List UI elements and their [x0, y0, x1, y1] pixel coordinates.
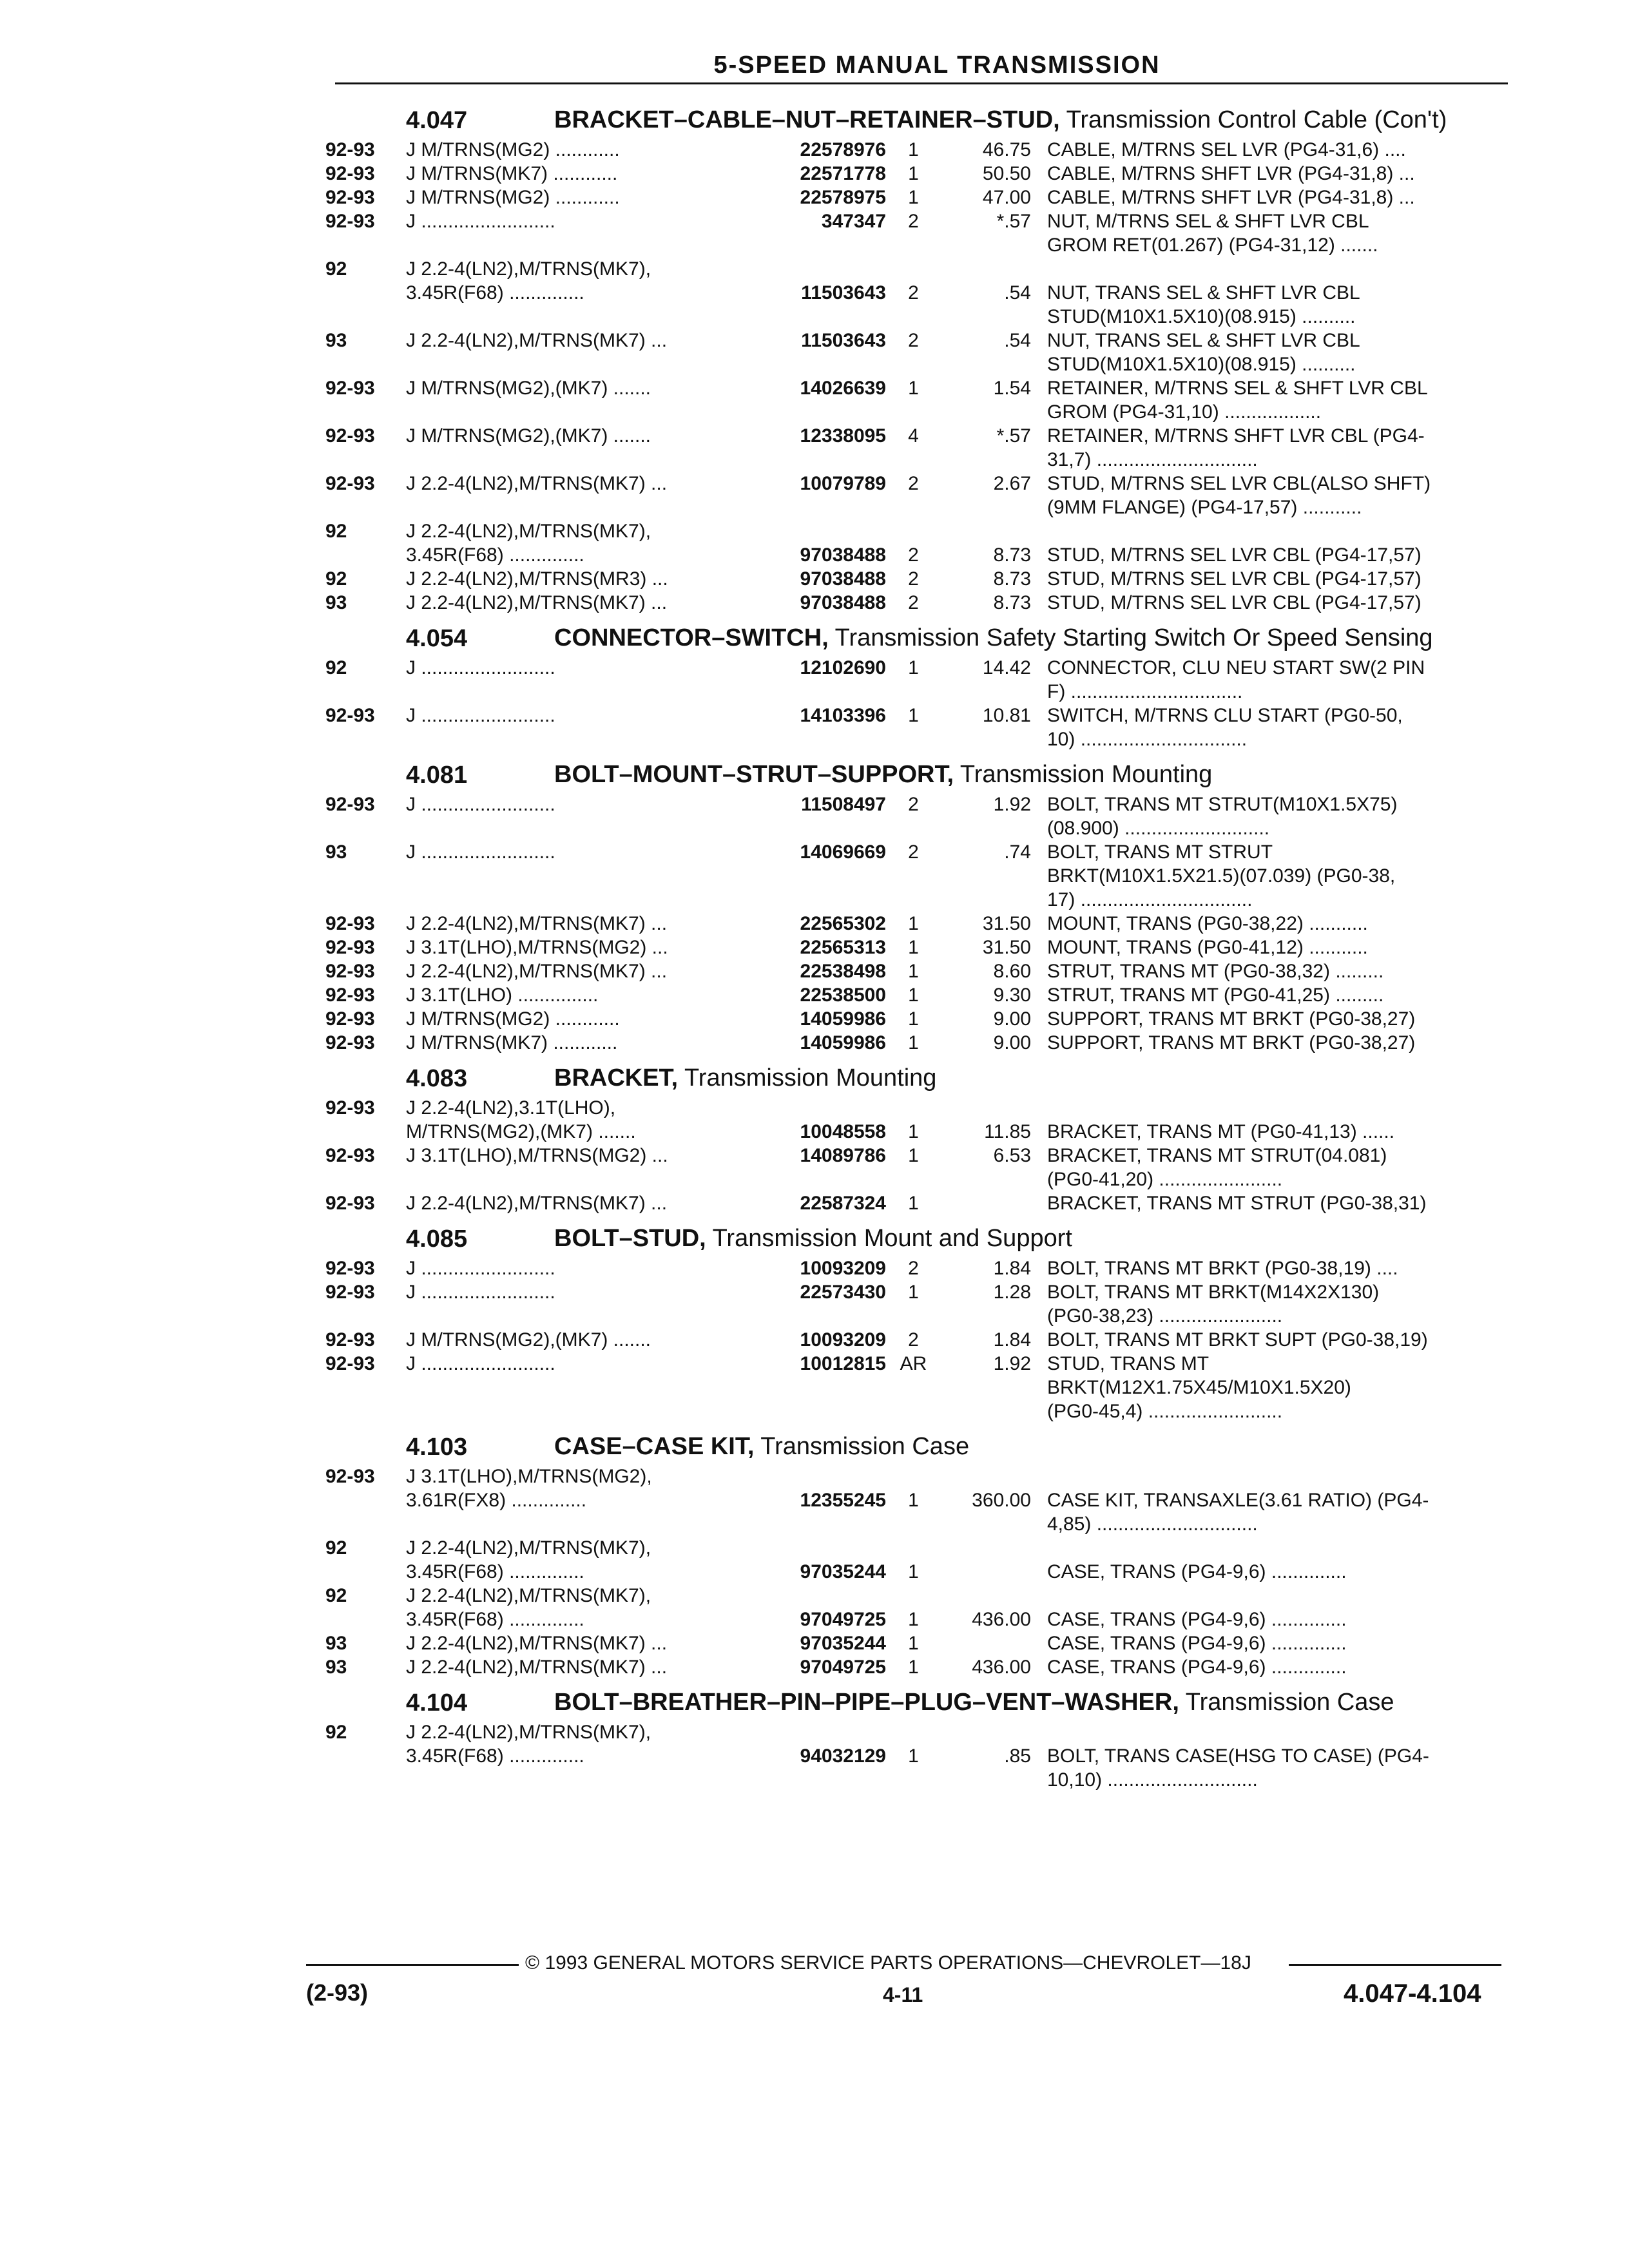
section-title-part-names: CONNECTOR–SWITCH,	[554, 624, 829, 651]
application: J M/TRNS(MG2) ............	[406, 1008, 620, 1030]
quantity: 1	[908, 1633, 919, 1654]
part-row	[325, 1191, 1524, 1215]
price: 6.53	[993, 1145, 1031, 1166]
section-title	[554, 103, 1521, 133]
price: 8.73	[993, 592, 1031, 613]
revision-date: (2-93)	[306, 1979, 369, 2006]
model-year: 92-93	[325, 1032, 375, 1053]
model-year: 92-93	[325, 211, 375, 232]
part-description: SUPPORT, TRANS MT BRKT (PG0-38,27)	[1047, 1008, 1416, 1030]
part-description: BOLT, TRANS CASE(HSG TO CASE) (PG4- 10,10) ............................	[1047, 1745, 1429, 1791]
price: 2.67	[993, 473, 1031, 494]
part-number: 347347	[821, 211, 886, 232]
part-number: 97049725	[800, 1657, 886, 1678]
section-title-part-names: BOLT–MOUNT–STRUT–SUPPORT,	[554, 761, 954, 788]
model-year: 92-93	[325, 187, 375, 208]
application: J .........................	[406, 794, 555, 815]
application: J 2.2-4(LN2),M/TRNS(MR3) ...	[406, 568, 668, 590]
model-year: 92-93	[325, 163, 375, 184]
part-row	[325, 472, 1524, 519]
model-year: 92	[325, 1585, 347, 1606]
part-row	[325, 424, 1524, 472]
application: J M/TRNS(MG2),(MK7) .......	[406, 1329, 651, 1350]
model-year: 92	[325, 657, 347, 678]
quantity: 1	[908, 1145, 919, 1166]
page-number: 4-11	[883, 1983, 923, 2006]
quantity: 1	[908, 913, 919, 934]
application: J M/TRNS(MK7) ............	[406, 1032, 618, 1053]
part-description: CASE, TRANS (PG4-9,6) ..............	[1047, 1657, 1347, 1678]
model-year: 92-93	[325, 139, 375, 160]
part-description: BOLT, TRANS MT BRKT(M14X2X130) (PG0-38,23) .......................	[1047, 1282, 1380, 1327]
part-row	[325, 840, 1524, 912]
application: J .........................	[406, 657, 555, 678]
application: J 3.1T(LHO),M/TRNS(MG2), 3.61R(FX8) ..............	[406, 1466, 652, 1511]
part-description: CABLE, M/TRNS SHFT LVR (PG4-31,8) ...	[1047, 163, 1415, 184]
application: J 2.2-4(LN2),M/TRNS(MK7) ...	[406, 1633, 668, 1654]
part-row	[325, 209, 1524, 257]
catalog-section	[325, 758, 1524, 1055]
part-description: CASE, TRANS (PG4-9,6) ..............	[1047, 1609, 1347, 1630]
price: 31.50	[982, 913, 1031, 934]
model-year: 92-93	[325, 1145, 375, 1166]
part-description: SWITCH, M/TRNS CLU START (PG0-50, 10) ...............................	[1047, 705, 1403, 750]
part-row	[325, 1007, 1524, 1031]
part-row	[325, 162, 1524, 186]
part-row	[325, 704, 1524, 751]
part-description: CONNECTOR, CLU NEU START SW(2 PIN F) ................................	[1047, 657, 1425, 702]
part-description: STRUT, TRANS MT (PG0-38,32) .........	[1047, 961, 1384, 982]
section-number: 4.047	[406, 107, 468, 134]
section-number: 4.081	[406, 762, 468, 789]
part-description: RETAINER, M/TRNS SEL & SHFT LVR CBL GROM (PG4-31,10) ..................	[1047, 378, 1428, 423]
section-title	[554, 1061, 1521, 1091]
model-year: 92-93	[325, 1008, 375, 1030]
section-title-description: Transmission Mounting	[954, 761, 1213, 788]
price: 47.00	[982, 187, 1031, 208]
section-title-description: Transmission Control Cable (Con't)	[1059, 106, 1447, 133]
quantity: 2	[908, 1329, 919, 1350]
part-row	[325, 1584, 1524, 1631]
part-description: STUD, M/TRNS SEL LVR CBL (PG4-17,57)	[1047, 592, 1422, 613]
price: 360.00	[972, 1490, 1031, 1511]
quantity: 2	[908, 568, 919, 590]
model-year: 92-93	[325, 985, 375, 1006]
part-number: 14026639	[800, 378, 886, 399]
catalog-section	[325, 621, 1524, 751]
model-year: 92-93	[325, 961, 375, 982]
model-year: 92-93	[325, 937, 375, 958]
price: 50.50	[982, 163, 1031, 184]
application: J 2.2-4(LN2),M/TRNS(MK7) ...	[406, 961, 668, 982]
application: J .........................	[406, 1353, 555, 1374]
part-number: 22565302	[800, 913, 886, 934]
model-year: 92-93	[325, 794, 375, 815]
model-year: 93	[325, 330, 347, 351]
part-description: STUD, M/TRNS SEL LVR CBL (PG4-17,57)	[1047, 568, 1422, 590]
quantity: 1	[908, 1745, 919, 1767]
part-row	[325, 1328, 1524, 1352]
part-description: NUT, TRANS SEL & SHFT LVR CBL STUD(M10X1.5X10)(08.915) ..........	[1047, 330, 1360, 375]
footer-rule-right	[1289, 1964, 1501, 1966]
price: 436.00	[972, 1609, 1031, 1630]
application: J .........................	[406, 841, 555, 863]
model-year: 92-93	[325, 378, 375, 399]
model-year: 92-93	[325, 705, 375, 726]
part-number: 11503643	[801, 282, 886, 303]
section-number: 4.083	[406, 1065, 468, 1092]
quantity: 1	[908, 961, 919, 982]
quantity: 2	[908, 544, 919, 566]
part-row	[325, 793, 1524, 840]
model-year: 92-93	[325, 425, 375, 447]
part-row	[325, 1631, 1524, 1655]
model-year: 92	[325, 521, 347, 542]
section-title-part-names: BRACKET–CABLE–NUT–RETAINER–STUD,	[554, 106, 1060, 133]
part-number: 22538498	[800, 961, 886, 982]
part-number: 14103396	[800, 705, 886, 726]
quantity: 1	[908, 163, 919, 184]
quantity: 2	[908, 1258, 919, 1279]
price: 11.85	[984, 1121, 1031, 1142]
part-description: BOLT, TRANS MT STRUT(M10X1.5X75) (08.900) ...........................	[1047, 794, 1398, 839]
application: J 2.2-4(LN2),3.1T(LHO), M/TRNS(MG2),(MK7) .......	[406, 1097, 636, 1142]
section-title-description: Transmission Mount and Support	[706, 1225, 1072, 1252]
quantity: 2	[908, 330, 919, 351]
part-row	[325, 912, 1524, 936]
price: 9.30	[993, 985, 1031, 1006]
part-row	[325, 1096, 1524, 1144]
quantity: 1	[908, 985, 919, 1006]
quantity: 1	[908, 1121, 919, 1142]
quantity: 1	[908, 937, 919, 958]
part-number: 12355245	[800, 1490, 886, 1511]
part-description: RETAINER, M/TRNS SHFT LVR CBL (PG4- 31,7) ..............................	[1047, 425, 1425, 470]
part-description: MOUNT, TRANS (PG0-38,22) ...........	[1047, 913, 1368, 934]
part-row	[325, 936, 1524, 959]
model-year: 92	[325, 1537, 347, 1559]
part-number: 11508497	[801, 794, 886, 815]
part-description: STUD, M/TRNS SEL LVR CBL (PG4-17,57)	[1047, 544, 1422, 566]
part-row	[325, 1144, 1524, 1191]
section-title-part-names: BOLT–STUD,	[554, 1225, 706, 1252]
section-title-description: Transmission Case	[1179, 1689, 1394, 1716]
part-row	[325, 138, 1524, 162]
model-year: 92	[325, 258, 347, 280]
quantity: 1	[908, 1609, 919, 1630]
model-year: 93	[325, 592, 347, 613]
section-heading	[325, 1430, 1524, 1462]
quantity: 4	[908, 425, 919, 447]
section-heading	[325, 1222, 1524, 1254]
part-row	[325, 1352, 1524, 1423]
application: J 2.2-4(LN2),M/TRNS(MK7) ...	[406, 592, 668, 613]
quantity: 2	[908, 794, 919, 815]
quantity: 1	[908, 139, 919, 160]
price: 8.73	[993, 544, 1031, 566]
section-heading	[325, 621, 1524, 653]
model-year: 92	[325, 1722, 347, 1743]
application: J .........................	[406, 1258, 555, 1279]
quantity: 2	[908, 592, 919, 613]
quantity: AR	[900, 1353, 927, 1374]
price: 10.81	[982, 705, 1031, 726]
page-header	[0, 52, 1629, 79]
part-description: SUPPORT, TRANS MT BRKT (PG0-38,27)	[1047, 1032, 1416, 1053]
part-row	[325, 329, 1524, 376]
part-row	[325, 1536, 1524, 1584]
model-year: 92-93	[325, 473, 375, 494]
section-title-description: Transmission Case	[754, 1433, 970, 1460]
model-year: 93	[325, 841, 347, 863]
section-title	[554, 758, 1521, 787]
part-row	[325, 1031, 1524, 1055]
part-number: 97038488	[800, 568, 886, 590]
application: J 2.2-4(LN2),M/TRNS(MK7), 3.45R(F68) ..............	[406, 521, 651, 566]
application: J 3.1T(LHO),M/TRNS(MG2) ...	[406, 1145, 668, 1166]
model-year: 92-93	[325, 1097, 375, 1119]
part-row	[325, 567, 1524, 591]
section-number: 4.104	[406, 1689, 468, 1716]
part-number: 14059986	[800, 1032, 886, 1053]
part-description: STUD, M/TRNS SEL LVR CBL(ALSO SHFT) (9MM FLANGE) (PG4-17,57) ...........	[1047, 473, 1431, 518]
price: 9.00	[993, 1008, 1031, 1030]
price: 14.42	[982, 657, 1031, 678]
parts-catalog	[325, 97, 1524, 1792]
application: J .........................	[406, 1282, 555, 1303]
quantity: 2	[908, 282, 919, 303]
quantity: 1	[908, 1193, 919, 1214]
part-description: BRACKET, TRANS MT (PG0-41,13) ......	[1047, 1121, 1395, 1142]
part-number: 11503643	[801, 330, 886, 351]
part-row	[325, 656, 1524, 704]
part-row	[325, 1465, 1524, 1536]
section-number: 4.103	[406, 1434, 468, 1461]
price: *.57	[996, 425, 1031, 447]
price: 436.00	[972, 1657, 1031, 1678]
application: J 2.2-4(LN2),M/TRNS(MK7), 3.45R(F68) ..............	[406, 258, 651, 303]
part-number: 22565313	[800, 937, 886, 958]
price: 8.73	[993, 568, 1031, 590]
part-description: CASE, TRANS (PG4-9,6) ..............	[1047, 1561, 1347, 1582]
part-number: 10012815	[800, 1353, 886, 1374]
part-description: NUT, TRANS SEL & SHFT LVR CBL STUD(M10X1.5X10)(08.915) ..........	[1047, 282, 1360, 327]
part-description: CASE, TRANS (PG4-9,6) ..............	[1047, 1633, 1347, 1654]
application: J 2.2-4(LN2),M/TRNS(MK7) ...	[406, 330, 668, 351]
section-title-part-names: CASE–CASE KIT,	[554, 1433, 755, 1460]
model-year: 92	[325, 568, 347, 590]
part-row	[325, 1256, 1524, 1280]
application: J .........................	[406, 211, 555, 232]
section-title-part-names: BOLT–BREATHER–PIN–PIPE–PLUG–VENT–WASHER,	[554, 1689, 1179, 1716]
price: 1.84	[993, 1258, 1031, 1279]
part-description: BRACKET, TRANS MT STRUT(04.081) (PG0-41,20) .......................	[1047, 1145, 1387, 1190]
quantity: 1	[908, 1490, 919, 1511]
part-number: 22573430	[800, 1282, 886, 1303]
price: *.57	[996, 211, 1031, 232]
catalog-section	[325, 1061, 1524, 1215]
model-year: 93	[325, 1657, 347, 1678]
part-number: 10093209	[800, 1258, 886, 1279]
application: J 2.2-4(LN2),M/TRNS(MK7) ...	[406, 1657, 668, 1678]
section-range: 4.047-4.104	[1344, 1979, 1481, 2008]
price: 1.54	[993, 378, 1031, 399]
application: J M/TRNS(MG2) ............	[406, 139, 620, 160]
quantity: 2	[908, 473, 919, 494]
section-number: 4.085	[406, 1225, 468, 1253]
quantity: 1	[908, 705, 919, 726]
part-number: 22538500	[800, 985, 886, 1006]
price: 1.92	[993, 794, 1031, 815]
part-description: CABLE, M/TRNS SHFT LVR (PG4-31,8) ...	[1047, 187, 1415, 208]
price: 1.28	[993, 1282, 1031, 1303]
part-number: 14089786	[800, 1145, 886, 1166]
part-number: 10048558	[800, 1121, 886, 1142]
catalog-section	[325, 1430, 1524, 1679]
part-number: 14059986	[800, 1008, 886, 1030]
application: J M/TRNS(MG2) ............	[406, 187, 620, 208]
part-row	[325, 519, 1524, 567]
part-number: 12338095	[800, 425, 886, 447]
model-year: 92-93	[325, 1258, 375, 1279]
price: .54	[1004, 282, 1031, 303]
application: J 3.1T(LHO) ...............	[406, 985, 599, 1006]
quantity: 1	[908, 187, 919, 208]
part-description: STUD, TRANS MT BRKT(M12X1.75X45/M10X1.5X20) (PG0-45,4) .........................	[1047, 1353, 1351, 1422]
model-year: 92-93	[325, 1466, 375, 1487]
page-title: 5-SPEED MANUAL TRANSMISSION	[713, 52, 1161, 79]
application: J M/TRNS(MK7) ............	[406, 163, 618, 184]
section-heading	[325, 1686, 1524, 1718]
part-number: 94032129	[800, 1745, 886, 1767]
application: J M/TRNS(MG2),(MK7) .......	[406, 378, 651, 399]
part-number: 10079789	[800, 473, 886, 494]
quantity: 1	[908, 657, 919, 678]
part-description: MOUNT, TRANS (PG0-41,12) ...........	[1047, 937, 1368, 958]
application: J 2.2-4(LN2),M/TRNS(MK7) ...	[406, 1193, 668, 1214]
catalog-section	[325, 1222, 1524, 1423]
header-rule	[335, 82, 1508, 84]
price: .54	[1004, 330, 1031, 351]
part-number: 12102690	[800, 657, 886, 678]
part-row	[325, 257, 1524, 329]
section-title-description: Transmission Mounting	[678, 1064, 937, 1091]
section-title-description: Transmission Safety Starting Switch Or Speed Sensing	[828, 624, 1433, 651]
price: 46.75	[982, 139, 1031, 160]
application: J 2.2-4(LN2),M/TRNS(MK7) ...	[406, 473, 668, 494]
application: J 2.2-4(LN2),M/TRNS(MK7), 3.45R(F68) ..............	[406, 1722, 651, 1767]
part-number: 10093209	[800, 1329, 886, 1350]
part-description: BOLT, TRANS MT BRKT (PG0-38,19) ....	[1047, 1258, 1398, 1279]
application: J 2.2-4(LN2),M/TRNS(MK7), 3.45R(F68) ..............	[406, 1585, 651, 1630]
application: J M/TRNS(MG2),(MK7) .......	[406, 425, 651, 447]
section-title	[554, 1222, 1521, 1251]
section-number: 4.054	[406, 625, 468, 652]
price: 1.92	[993, 1353, 1031, 1374]
quantity: 1	[908, 1032, 919, 1053]
model-year: 92-93	[325, 1282, 375, 1303]
part-row	[325, 591, 1524, 615]
part-number: 97049725	[800, 1609, 886, 1630]
part-number: 97035244	[800, 1633, 886, 1654]
part-row	[325, 1655, 1524, 1679]
part-description: CABLE, M/TRNS SEL LVR (PG4-31,6) ....	[1047, 139, 1406, 160]
model-year: 92-93	[325, 1193, 375, 1214]
copyright-text: © 1993 GENERAL MOTORS SERVICE PARTS OPERATIONS—CHEVROLET—18J	[525, 1952, 1251, 1974]
quantity: 1	[908, 1282, 919, 1303]
application: J 3.1T(LHO),M/TRNS(MG2) ...	[406, 937, 668, 958]
section-heading	[325, 758, 1524, 790]
part-number: 14069669	[800, 841, 886, 863]
part-row	[325, 959, 1524, 983]
application: J 2.2-4(LN2),M/TRNS(MK7) ...	[406, 913, 668, 934]
price: 8.60	[993, 961, 1031, 982]
price: .85	[1004, 1745, 1031, 1767]
part-row	[325, 1720, 1524, 1792]
part-row	[325, 376, 1524, 424]
catalog-section	[325, 1686, 1524, 1792]
part-row	[325, 1280, 1524, 1328]
quantity: 2	[908, 211, 919, 232]
quantity: 1	[908, 378, 919, 399]
price: 9.00	[993, 1032, 1031, 1053]
price: .74	[1004, 841, 1031, 863]
section-heading	[325, 1061, 1524, 1093]
section-heading	[325, 103, 1524, 135]
section-title	[554, 1430, 1521, 1459]
model-year: 93	[325, 1633, 347, 1654]
model-year: 92-93	[325, 913, 375, 934]
part-number: 22578976	[800, 139, 886, 160]
quantity: 1	[908, 1008, 919, 1030]
part-number: 22587324	[800, 1193, 886, 1214]
footer-rule-left	[306, 1964, 519, 1966]
section-title	[554, 1686, 1521, 1715]
part-description: BOLT, TRANS MT STRUT BRKT(M10X1.5X21.5)(07.039) (PG0-38, 17) ................................	[1047, 841, 1396, 910]
price: 31.50	[982, 937, 1031, 958]
price: 1.84	[993, 1329, 1031, 1350]
application: J .........................	[406, 705, 555, 726]
section-title-part-names: BRACKET,	[554, 1064, 679, 1091]
part-row	[325, 186, 1524, 209]
part-number: 22578975	[800, 187, 886, 208]
part-description: STRUT, TRANS MT (PG0-41,25) .........	[1047, 985, 1384, 1006]
part-row	[325, 983, 1524, 1007]
part-number: 97038488	[800, 544, 886, 566]
section-title	[554, 621, 1521, 651]
model-year: 92-93	[325, 1329, 375, 1350]
part-number: 97035244	[800, 1561, 886, 1582]
part-number: 97038488	[800, 592, 886, 613]
quantity: 1	[908, 1561, 919, 1582]
application: J 2.2-4(LN2),M/TRNS(MK7), 3.45R(F68) ..............	[406, 1537, 651, 1582]
part-number: 22571778	[800, 163, 886, 184]
model-year: 92-93	[325, 1353, 375, 1374]
part-description: CASE KIT, TRANSAXLE(3.61 RATIO) (PG4- 4,85) ..............................	[1047, 1490, 1429, 1535]
quantity: 2	[908, 841, 919, 863]
part-description: BOLT, TRANS MT BRKT SUPT (PG0-38,19)	[1047, 1329, 1428, 1350]
part-description: BRACKET, TRANS MT STRUT (PG0-38,31)	[1047, 1193, 1427, 1214]
quantity: 1	[908, 1657, 919, 1678]
part-description: NUT, M/TRNS SEL & SHFT LVR CBL GROM RET(01.267) (PG4-31,12) .......	[1047, 211, 1378, 256]
catalog-section	[325, 103, 1524, 615]
